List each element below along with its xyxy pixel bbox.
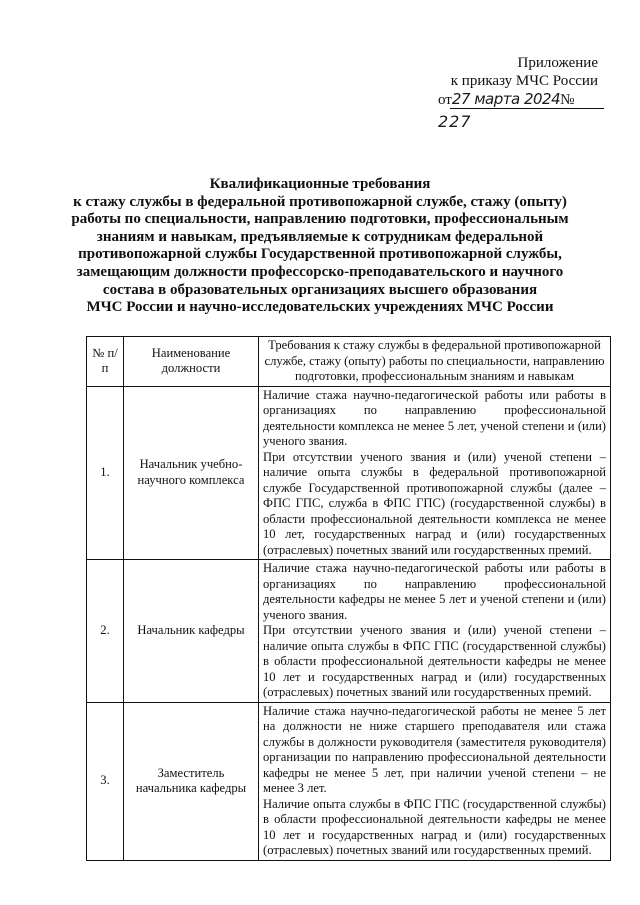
row-position: Заместитель начальника кафедры [124, 702, 259, 860]
title-line: противопожарной службы Государственной противопожарной службы, [78, 246, 562, 263]
row-requirements [259, 560, 611, 703]
title-line: состава в образовательных организациях высшего образования [102, 281, 538, 298]
row-number: 3. [87, 702, 124, 860]
title-line: МЧС России и научно-исследовательских учреждениях МЧС России [86, 299, 554, 316]
appendix-label: Приложение [517, 55, 598, 71]
title-line: работы по специальности, направлению подготовки, профессиональным [71, 211, 569, 228]
row-requirements [259, 702, 611, 860]
requirement-paragraph: Наличие опыта службы в ФПС ГПС (государственной службы) в области профессиональной деятельности кафедры не менее 10 лет и государственных наград и (или) государственных (отраслевых) почетных званий или государственных премий. [263, 796, 606, 857]
requirement-paragraph: Наличие стажа научно-педагогической работы или работы в организациях по направлению профессиональной деятельности комплекса не менее 5 лет, ученой степени и (или) ученого звания. [263, 387, 606, 448]
order-number-handwritten: 227 [438, 112, 472, 131]
row-number: 2. [87, 560, 124, 703]
requirement-paragraph: Наличие стажа научно-педагогической работы не менее 5 лет на должности не ниже старшего преподавателя или стажа службы в должности руководителя (заместителя руководителя) организации по направлению профессиональной деятельности кафедры не менее 5 лет, при наличии ученой степени – не менее 3 лет. [263, 703, 606, 795]
requirement-paragraph: При отсутствии ученого звания и (или) ученой степени – наличие опыта службы в федеральной противопожарной службе Государственной противопожарной службы (далее – ФПС ГПС, служба в ФПС ГПС) (государственной службы) в области профессиональной деятельности комплекса не менее 10 лет, государственных наград и (или) государственных (отраслевых) почетных званий или государственных премий. [263, 449, 606, 557]
row-position: Начальник кафедры [124, 560, 259, 703]
appendix-header [388, 54, 598, 90]
title-line: Квалификационные требования [209, 176, 431, 192]
header-requirements: Требования к стажу службы в федеральной противопожарной службе, стажу (опыту) работы по специальности, направлению подготовки, профессиональным знаниям и навыкам [259, 337, 611, 387]
document-title [60, 176, 580, 317]
order-underline [450, 108, 604, 109]
row-requirements [259, 386, 611, 560]
appendix-order-reference: к приказу МЧС России [450, 73, 598, 89]
order-date-number [438, 88, 604, 131]
requirement-paragraph: При отсутствии ученого звания и (или) ученой степени – наличие опыта службы в ФПС ГПС (государственной службы) в области профессиональной деятельности кафедры не менее 10 лет и государственных наград и (или) государственных (отраслевых) почетных званий или государственных премий. [263, 623, 606, 699]
table-row [87, 386, 611, 560]
requirement-paragraph: Наличие стажа научно-педагогической работы или работы в организациях по направлению профессиональной деятельности кафедры не менее 5 лет и ученой степени и (или) ученого звания. [263, 561, 606, 622]
order-date-handwritten: 27 марта 2024 [451, 90, 561, 108]
row-number: 1. [87, 386, 124, 560]
header-position: Наименование должности [124, 337, 259, 387]
order-number-prefix: № [560, 92, 575, 108]
requirements-table [86, 336, 611, 861]
table-row [87, 560, 611, 703]
order-prefix: от [438, 92, 452, 108]
title-line: к стажу службы в федеральной противопожарной службе, стажу (опыту) [73, 193, 567, 210]
header-number: № п/п [87, 337, 124, 387]
table-header-row [87, 337, 611, 387]
table-row [87, 702, 611, 860]
title-line: замещающим должности профессорско-преподавательского и научного [76, 263, 564, 280]
title-line: знаниям и навыкам, предъявляемые к сотрудникам федеральной [96, 228, 544, 245]
row-position: Начальник учебно-научного комплекса [124, 386, 259, 560]
